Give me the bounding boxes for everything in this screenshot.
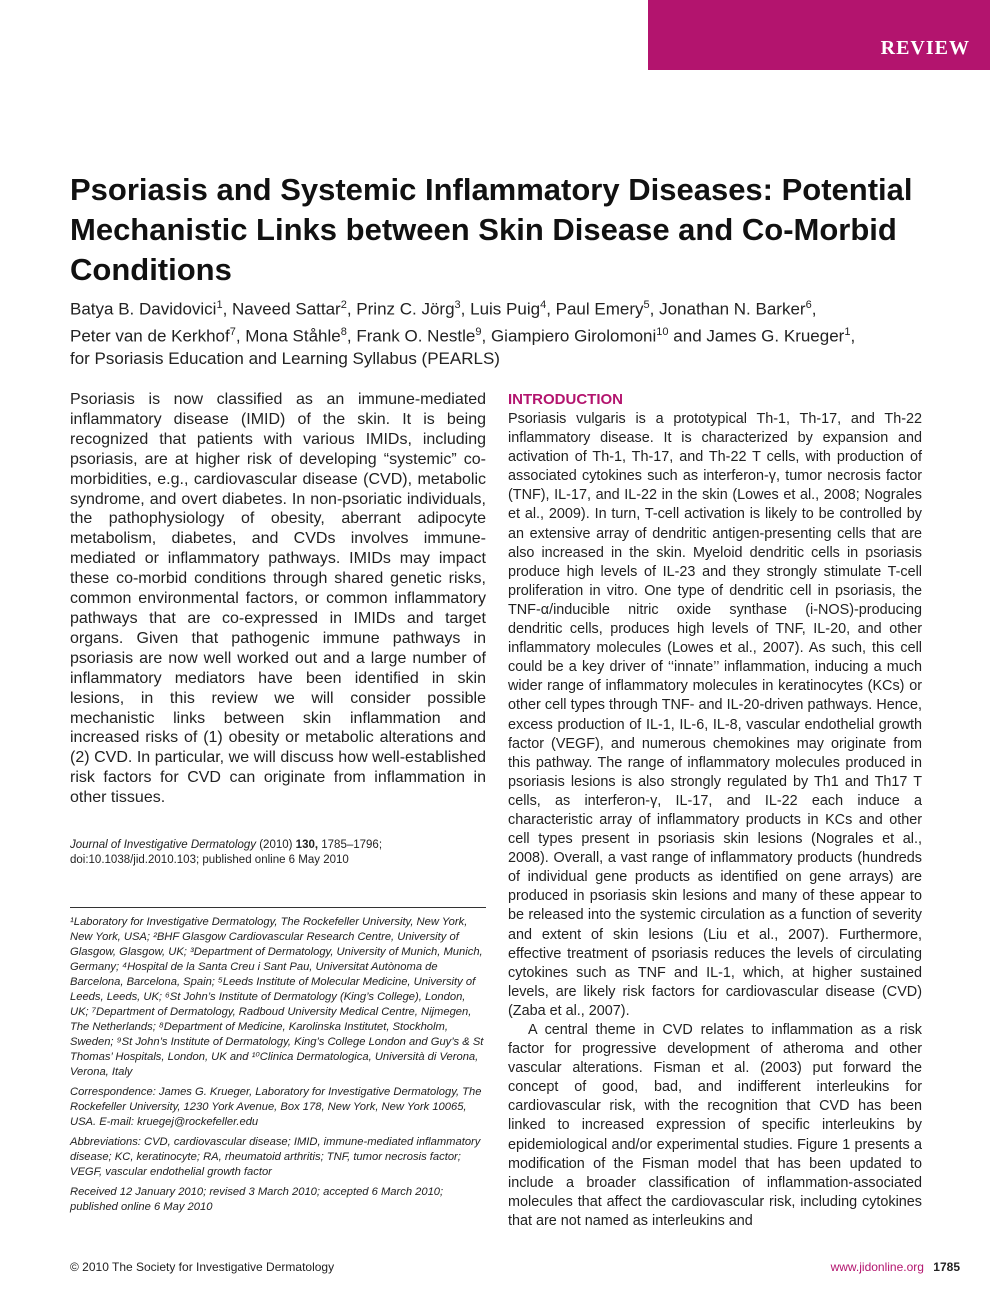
correspondence: Correspondence: James G. Krueger, Laboratory for Investigative Dermatology, The Rockefeller University, 1230 York Avenue, Box 178, New York, New York 10065, USA. E-mail: kruegej@rockefeller.edu (70, 1086, 482, 1128)
paragraph: Psoriasis vulgaris is a prototypical Th-1, Th-17, and Th-22 inflammatory disease. It is characterized by expansion and activation of Th-1, Th-17, and Th-22 T cells, with production of associated cytokines such as interferon-γ, tumor necrosis factor (TNF), IL-17, and IL-22 in the skin (Lowes et al., 2008; Nograles et al., 2009). In turn, T-cell activation is likely to be controlled by an extensive array of dendritic antigen-presenting cells that are also increased in the skin. Myeloid dendritic cells in psoriasis produce high levels of IL-23 and they strongly stimulate T-cell proliferation in vitro. One type of dendritic cell in psoriasis, the TNF-α/inducible nitric oxide synthase (i-NOS)-producing dendritic cells, produces high levels of TNF, IL-20, and other inflammatory molecules (Lowes et al., 2007). As such, this cell could be a key driver of ‘‘innate’’ inflammation, inducing a much wider range of inflammatory molecules in keratinocytes (KCs) or other cell types through TNF- and IL-20-driven pathways. Hence, excess production of IL-1, IL-6, IL-8, vascular endothelial growth factor (VEGF), and numerous chemokines may originate from this pathway. The range of inflammatory molecules produced in psoriasis lesions is also strongly regulated by Th1 and Th17 T cells, as interferon-γ, IL-17, and IL-22 each induce a characteristic array of inflammatory products in KCs and other cell types present in psoriasis skin lesions (Nograles et al., 2008). Overall, a vast range of inflammatory products (hundreds of individual gene products as identified on gene arrays) are produced in psoriasis skin lesions and many of these appear to be released into the systemic circulation as a function of severity and extent of skin lesions (Liu et al., 2007). Furthermore, effective treatment of psoriasis reduces the levels of circulating cytokines such as TNF and IL-1, which, at higher sustained levels, are likely risk factors for cardiovascular disease (CVD) (Zaba et al., 2007). (508, 411, 922, 1019)
affiliations: ¹Laboratory for Investigative Dermatology, The Rockefeller University, New York, New York, USA; ²BHF Glasgow Cardiovascular Research Centre, University of Glasgow, Glasgow, UK; ³Department of Dermatology, University of Munich, Munich, Germany; ⁴Hospital de la Santa Creu i Sant Pau, Universitat Autònoma de Barcelona, Barcelona, Spain; ⁵Leeds Institute of Molecular Medicine, University of Leeds, Leeds, UK; ⁶St John’s Institute of Dermatology (King’s College), London, UK; ⁷Department of Dermatology, Radboud University Medical Centre, Nijmegen, The Netherlands; ⁸Department of Medicine, Karolinska Institutet, Stockholm, Sweden; ⁹St John’s Institute of Dermatology, King’s College London and Guy’s & St Thomas’ Hospitals, London, UK and ¹⁰Clinica Dermatologica, Università di Verona, Verona, Italy (70, 916, 484, 1078)
author-list: Batya B. Davidovici$^1$, Naveed Sattar$^2$, Prinz C. Jörg$^3$, Luis Puig$^4$, Paul Emery$^5$, Jonathan N. Barker$^6$, Peter van de Kerkhof$^7$, Mona Ståhle$^8$, Frank O. Nestle$^9$, Giampiero Girolomoni$^{10}$ and James G. Krueger$^1$, for Psoriasis Education and Learning Syllabus (PEARLS) (70, 299, 856, 369)
author[interactable]: Naveed Sattar (232, 299, 341, 319)
introduction-heading: INTRODUCTION (508, 391, 623, 408)
author[interactable]: Batya B. Davidovici (70, 299, 217, 319)
journal-url-link[interactable]: www.jidonline.org (830, 1260, 924, 1274)
copyright: © 2010 The Society for Investigative Dermatology (70, 1260, 335, 1274)
citation: Journal of Investigative Dermatology (2010) 130, 1785–1796; doi:10.1038/jid.2010.103; published online 6 May 2010 (70, 839, 383, 866)
footnotes (70, 915, 486, 1220)
abstract: Psoriasis is now classified as an immune-mediated inflammatory disease (IMID) of the skin. It is being recognized that patients with various IMIDs, including psoriasis, are at higher risk of developing “systemic” co-morbidities, e.g., cardiovascular disease (CVD), metabolic syndrome, and overt diabetes. In non-psoriatic individuals, the pathophysiology of obesity, aberrant adipocyte metabolism, diabetes, and CVDs involves immune-mediated or inflammatory pathways. IMIDs may impact these co-morbid conditions through shared genetic risks, common environmental factors, or common inflammatory pathways that are co-expressed in IMIDs and target organs. Given that pathogenic immune pathways in psoriasis are now well worked out and a large number of inflammatory mediators have been identified in skin lesions, in this review we will consider possible mechanistic links between skin inflammation and increased risks of (1) obesity or metabolic alterations and (2) CVD. In particular, we will discuss how well-established risk factors for CVD can originate from inflammation in other tissues. (70, 391, 486, 807)
author[interactable]: Luis Puig (470, 299, 541, 319)
footer-right (831, 1260, 960, 1274)
author[interactable]: Mona Ståhle (245, 326, 341, 346)
page-number: 1785 (933, 1260, 960, 1274)
section-tab (648, 0, 990, 70)
author[interactable]: James G. Krueger (706, 326, 845, 346)
author[interactable]: Giampiero Girolomoni (490, 326, 657, 346)
paragraph: A central theme in CVD relates to inflammation as a risk factor for progressive development of atheroma and other vascular alterations. Fisman et al. (2003) put forward the concept of good, bad, and indifferent interleukins for cardiovascular risk, with the recognition that CVD has been linked to increased expression of specific interleukins by epidemiological and/or experimental studies. Figure 1 presents a modification of the Fisman model that has been updated to include a broader classification of inflammation-associated molecules that affect the cardiovascular risk, including cytokines that are not named as interleukins and (508, 1022, 922, 1229)
doi-line[interactable]: doi:10.1038/jid.2010.103; published online 6 May 2010 (70, 854, 349, 866)
author-group: for Psoriasis Education and Learning Syllabus (PEARLS) (70, 349, 500, 369)
author[interactable]: Paul Emery (555, 299, 644, 319)
author[interactable]: Jonathan N. Barker (659, 299, 806, 319)
body-column (508, 390, 922, 1231)
journal-name: Journal of Investigative Dermatology (70, 839, 257, 851)
author[interactable]: Frank O. Nestle (356, 326, 476, 346)
footnote-divider (70, 907, 486, 908)
abbreviations: Abbreviations: CVD, cardiovascular disease; IMID, immune-mediated inflammatory disease; KC, keratinocyte; RA, rheumatoid arthritis; TNF, tumor necrosis factor; VEGF, vascular endothelial growth factor (70, 1136, 481, 1178)
author[interactable]: Peter van de Kerkhof (70, 326, 230, 346)
received-dates: Received 12 January 2010; revised 3 March 2010; accepted 6 March 2010; published online 6 May 2010 (70, 1186, 444, 1213)
section-label: REVIEW (880, 37, 970, 59)
author-connector: and (673, 326, 702, 346)
author[interactable]: Prinz C. Jörg (356, 299, 455, 319)
volume: 130, (295, 839, 319, 851)
article-title: Psoriasis and Systemic Inflammatory Diseases: Potential Mechanistic Links between Skin Disease and Co-Morbid Conditions (70, 172, 913, 287)
